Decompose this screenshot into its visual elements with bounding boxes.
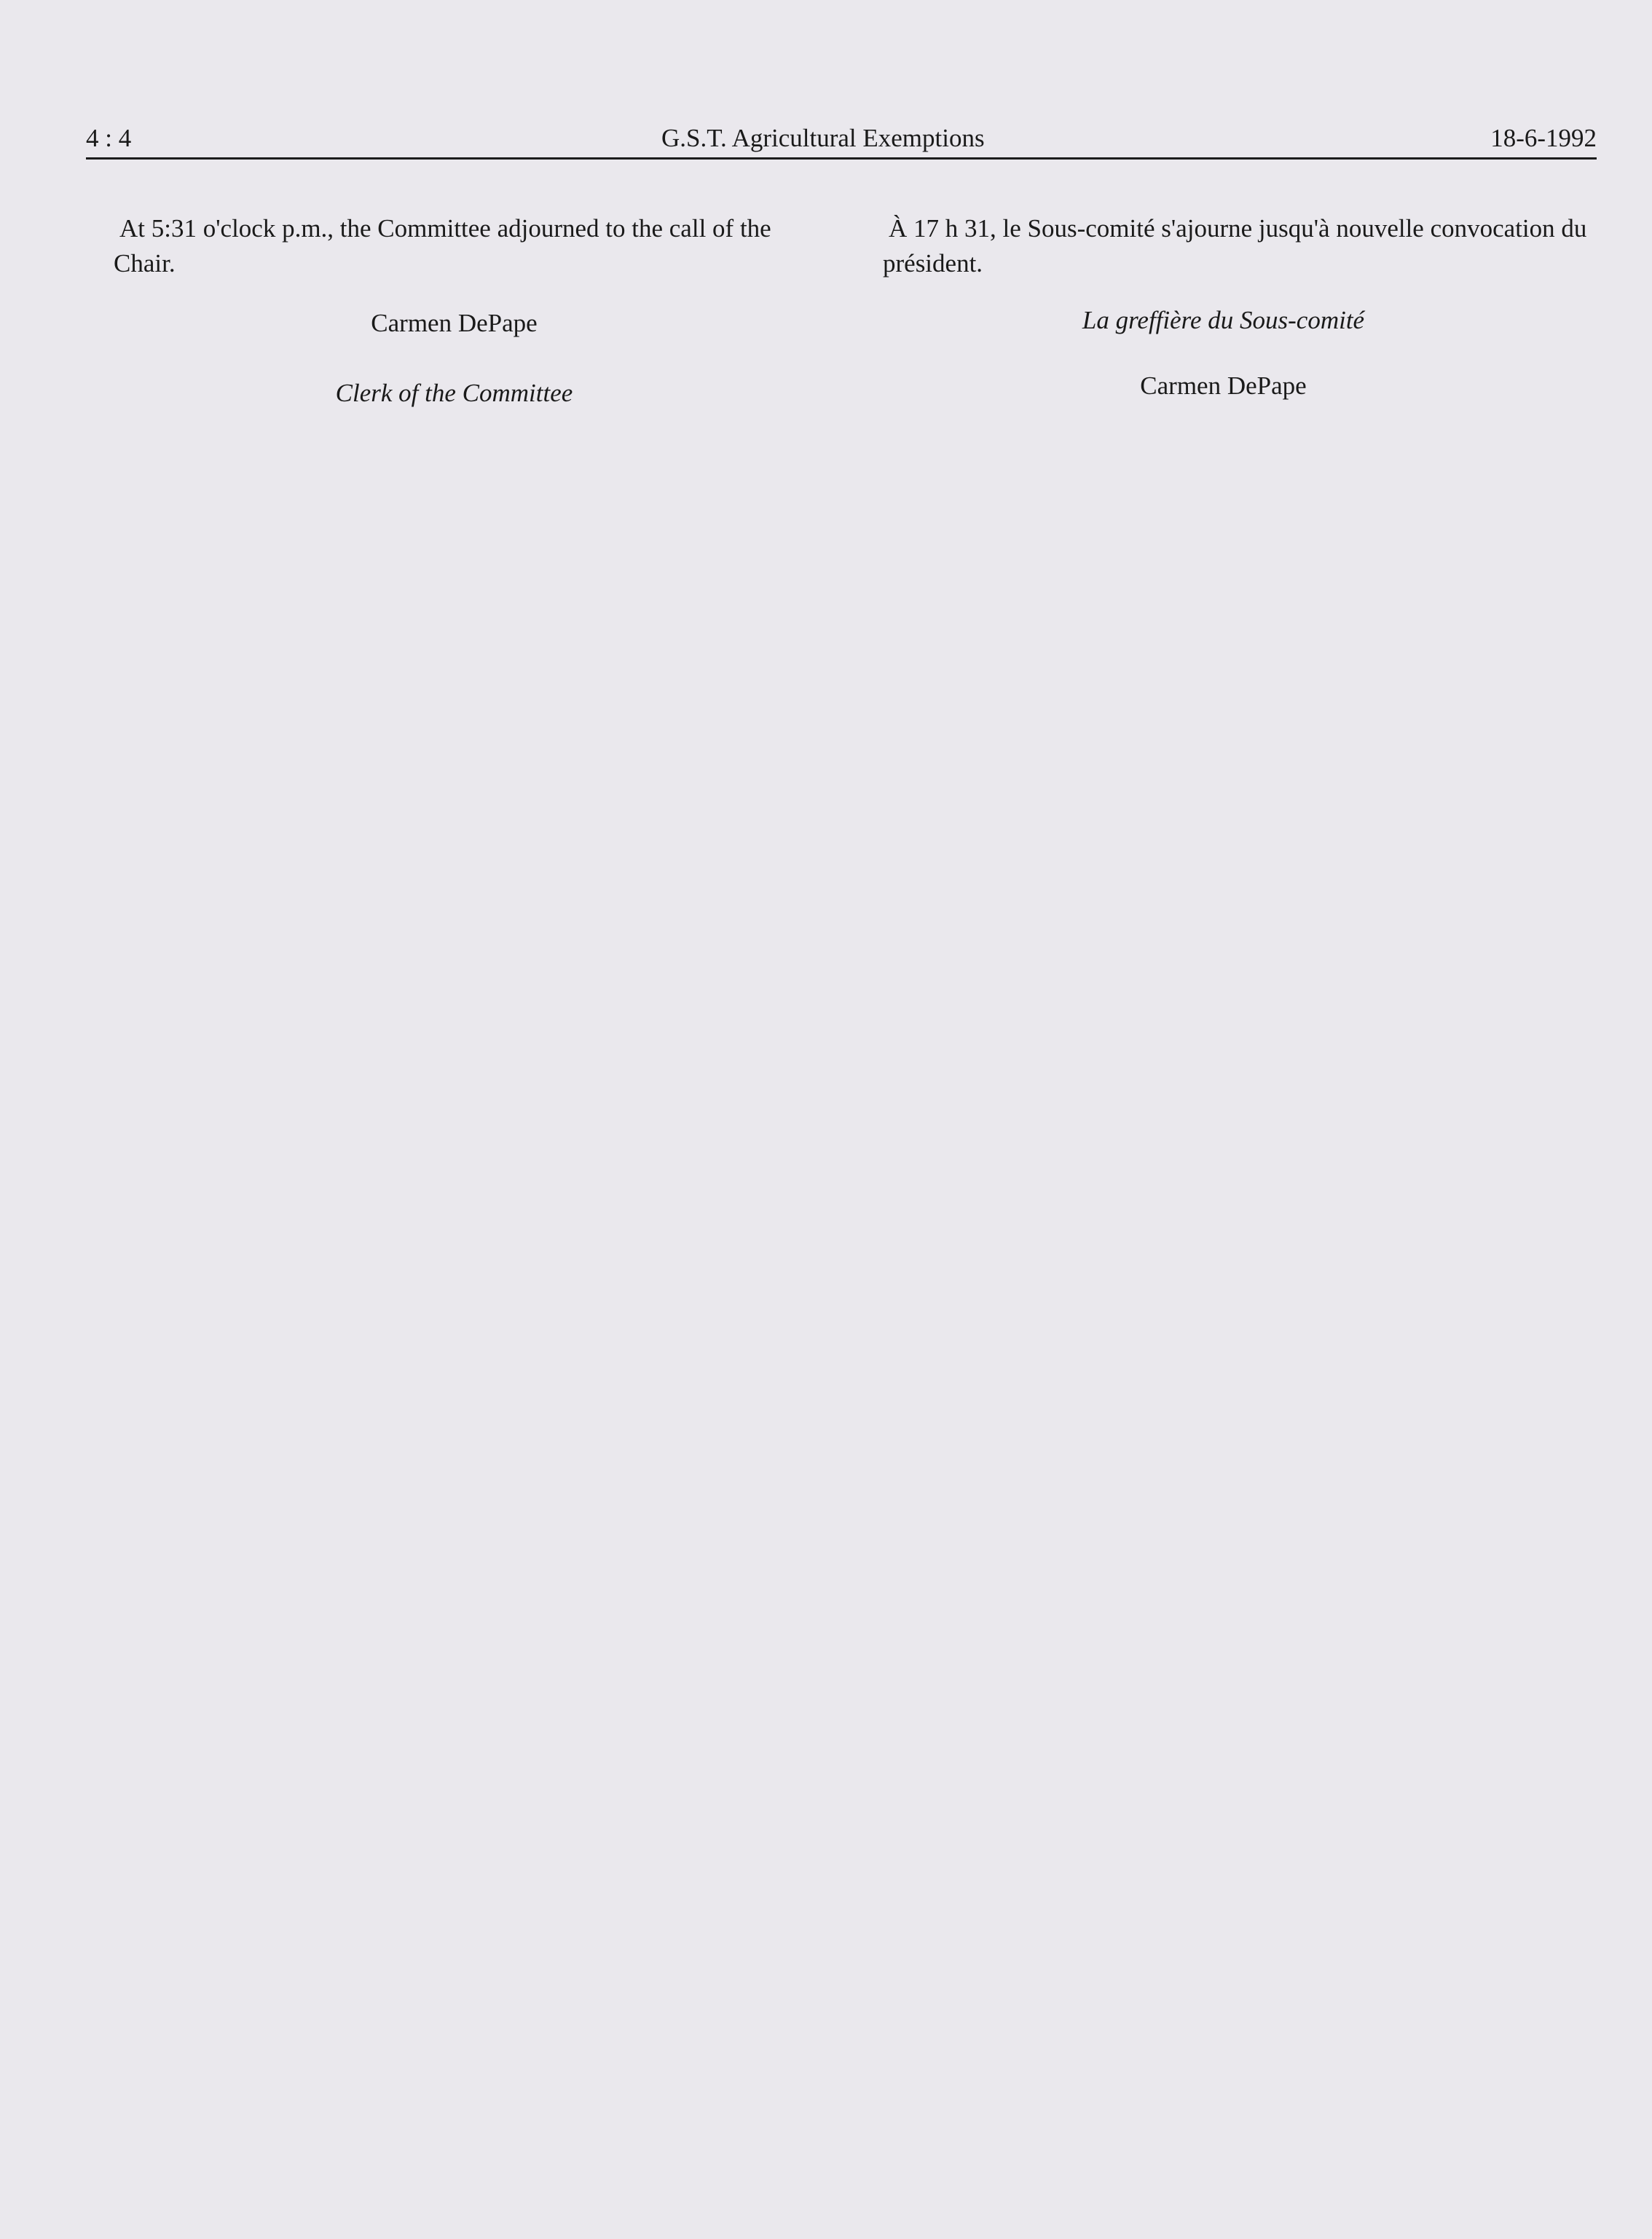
french-clerk-title: La greffière du Sous-comité <box>1082 306 1365 334</box>
french-adjournment-text: À 17 h 31, le Sous-comité s'ajourne jusqu'à nouvelle convocation du président. <box>883 214 1587 278</box>
french-column <box>883 211 1597 400</box>
page-number: 4 : 4 <box>86 124 132 152</box>
header-date: 18-6-1992 <box>1490 124 1597 152</box>
english-adjournment-text: At 5:31 o'clock p.m., the Committee adjourned to the call of the Chair. <box>114 214 771 278</box>
english-clerk-name: Carmen DePape <box>371 309 538 337</box>
english-column <box>114 211 827 407</box>
running-title: G.S.T. Agricultural Exemptions <box>661 124 985 152</box>
running-header <box>86 122 1597 160</box>
english-clerk-title: Clerk of the Committee <box>335 379 573 407</box>
french-clerk-name: Carmen DePape <box>1140 371 1307 400</box>
